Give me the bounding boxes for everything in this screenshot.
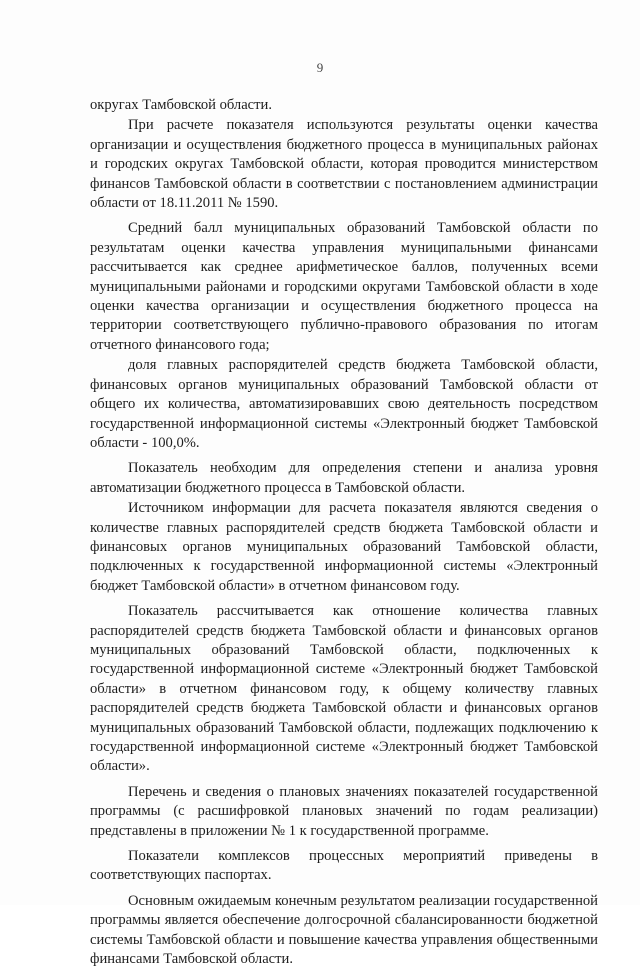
paragraph: Показатель рассчитывается как отношение количества главных распорядителей средств бюджета Тамбовской области и финансовых органов муниципальных образований Тамбовской области, подключенных к государственной информационной системе «Электронный бюджет Тамбовской области» в отчетном финансовом году, к общему количеству главных распорядителей средств бюджета Тамбовской области и финансовых органов муниципальных образований Тамбовской области, подлежащих подключению к государственной информационной системе «Электронный бюджет Тамбовской области». — [90, 603, 598, 775]
paragraph: При расчете показателя используются результаты оценки качества организации и осуществления бюджетного процесса в муниципальных районах и городских округах Тамбовской области, которая проводится министерством финансов Тамбовской области в соответствии с постановлением администрации области от 18.11.2011 № 1590. — [90, 117, 598, 212]
page-number: 9 — [316, 60, 324, 75]
paragraph: Показатели комплексов процессных мероприятий приведены в соответствующих паспортах. — [90, 848, 598, 884]
paragraph: Средний балл муниципальных образований Тамбовской области по результатам оценки качества управления муниципальными финансами рассчитывается как среднее арифметическое баллов, полученных всеми муниципальными районами и городскими округами Тамбовской области в ходе оценки качества организации и осуществления бюджетного процесса на территории соответствующего публично-правового образования по итогам отчетного финансового года; — [90, 220, 598, 353]
paragraph: Источником информации для расчета показателя являются сведения о количестве главных распорядителей средств бюджета Тамбовской области и финансовых органов муниципальных образований Тамбовской области, подключенных к государственной информационной системы «Электронный бюджет Тамбовской области» в отчетном финансовом году. — [90, 500, 598, 594]
paragraph: Основным ожидаемым конечным результатом реализации государственной программы является обеспечение долгосрочной сбалансированности бюджетной системы Тамбовской области и повышение качества управления общественными финансами Тамбовской области. — [90, 892, 598, 968]
paragraph: доля главных распорядителей средств бюджета Тамбовской области, финансовых органов муниципальных образований Тамбовской области от общего их количества, автоматизировавших свою деятельность посредством государственной информационной системы «Электронный бюджет Тамбовской области - 100,0%. — [90, 357, 598, 451]
paragraph: округах Тамбовской области. — [90, 97, 273, 113]
paragraph: Показатель необходим для определения степени и анализа уровня автоматизации бюджетного процесса в Тамбовской области. — [90, 460, 598, 496]
document-body — [90, 96, 598, 969]
paragraph: Перечень и сведения о плановых значениях показателей государственной программы (с расшифровкой плановых значений по годам реализации) представлены в приложении № 1 к государственной программе. — [90, 783, 598, 839]
